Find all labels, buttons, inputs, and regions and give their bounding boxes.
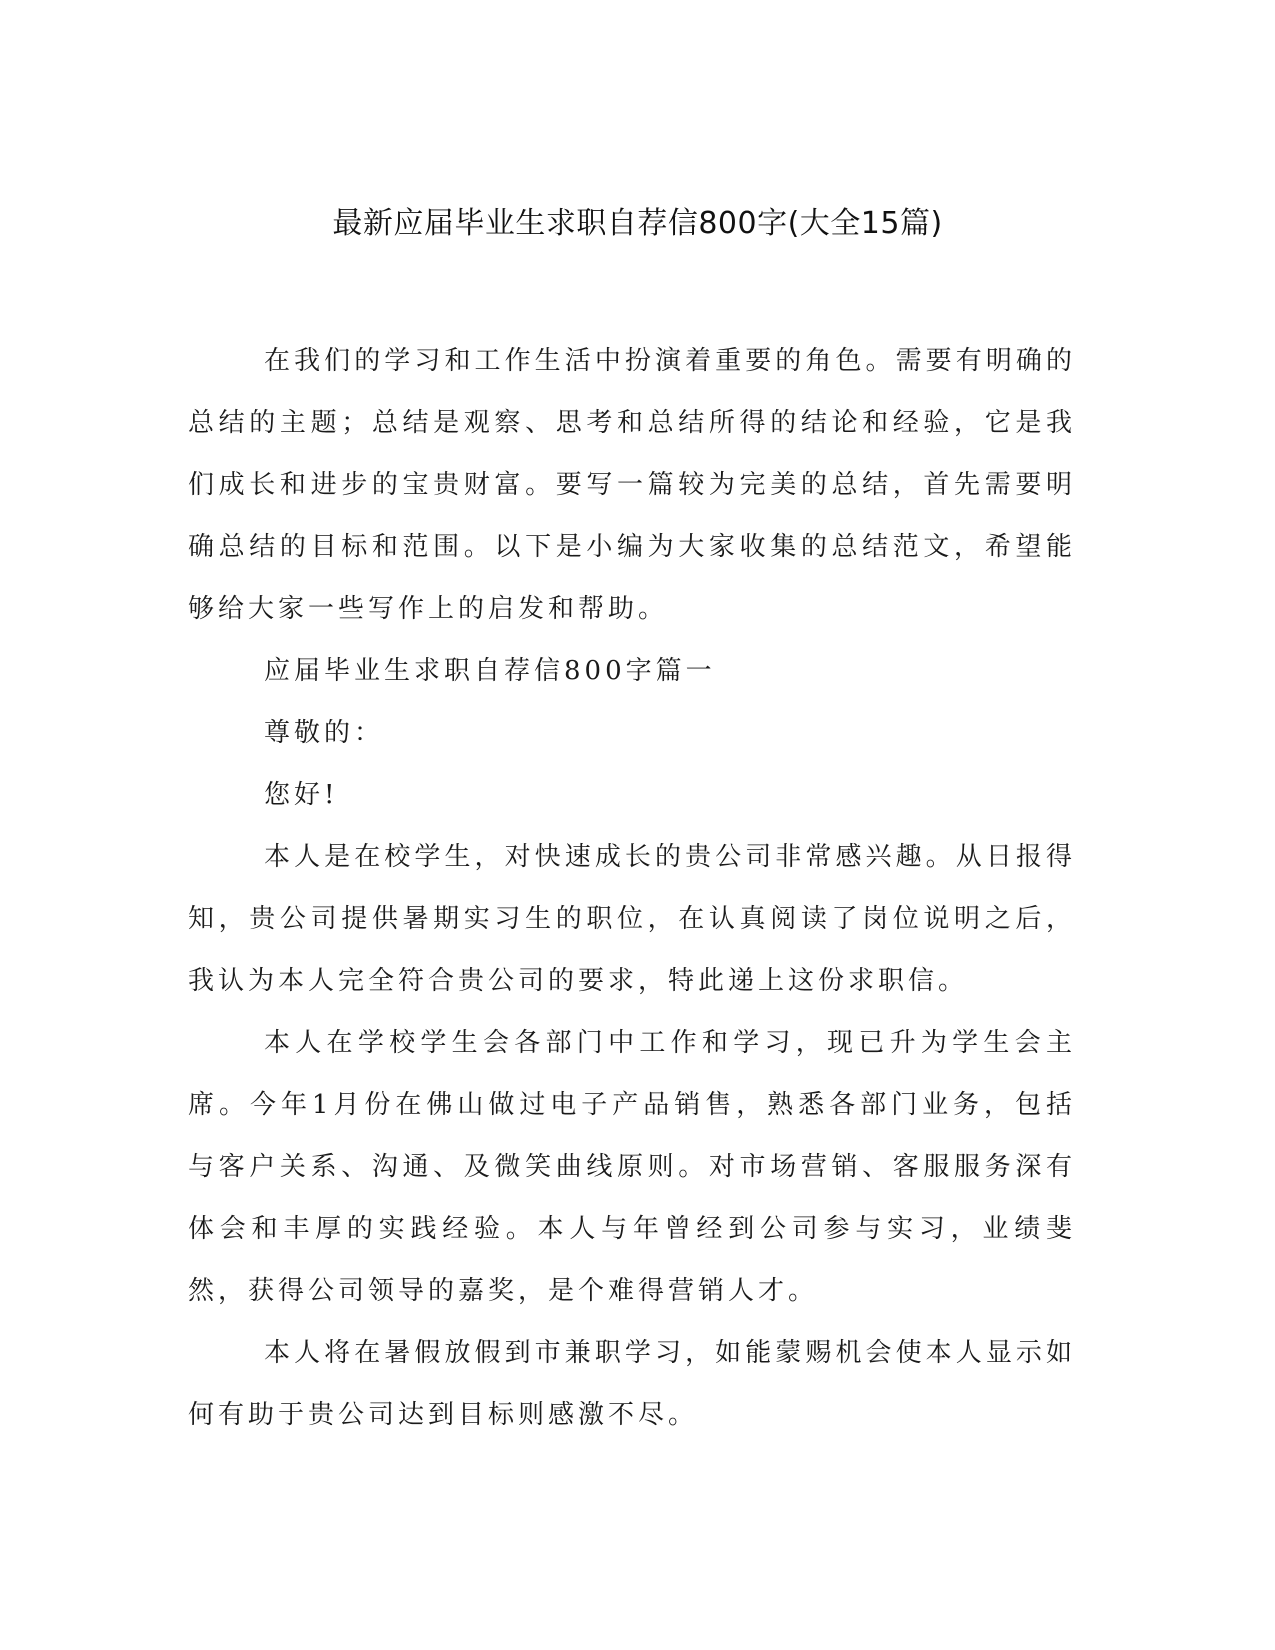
letter-paragraph: 本人将在暑假放假到市兼职学习，如能蒙赐机会使本人显示如何有助于贵公司达到目标则感激不尽。 xyxy=(188,1338,1076,1430)
greeting: 您好! xyxy=(264,780,339,810)
letter-paragraph: 本人在学校学生会各部门中工作和学习，现已升为学生会主席。今年1月份在佛山做过电子产品销售，熟悉各部门业务，包括与客户关系、沟通、及微笑曲线原则。对市场营销、客服服务深有体会和丰厚的实践经验。本人与年曾经到公司参与实习，业绩斐然，获得公司领导的嘉奖，是个难得营销人才。 xyxy=(188,1028,1076,1306)
letter-paragraph: 本人是在校学生，对快速成长的贵公司非常感兴趣。从日报得知，贵公司提供暑期实习生的职位，在认真阅读了岗位说明之后，我认为本人完全符合贵公司的要求，特此递上这份求职信。 xyxy=(188,842,1076,996)
document-body xyxy=(188,330,1076,1446)
intro-paragraph: 在我们的学习和工作生活中扮演着重要的角色。需要有明确的总结的主题；总结是观察、思考和总结所得的结论和经验，它是我们成长和进步的宝贵财富。要写一篇较为完美的总结，首先需要明确总结的目标和范围。以下是小编为大家收集的总结范文，希望能够给大家一些写作上的启发和帮助。 xyxy=(188,346,1076,624)
section-heading: 应届毕业生求职自荐信800字篇一 xyxy=(264,656,716,686)
salutation: 尊敬的： xyxy=(264,718,385,748)
document-title: 最新应届毕业生求职自荐信800字(大全15篇) xyxy=(332,206,943,241)
